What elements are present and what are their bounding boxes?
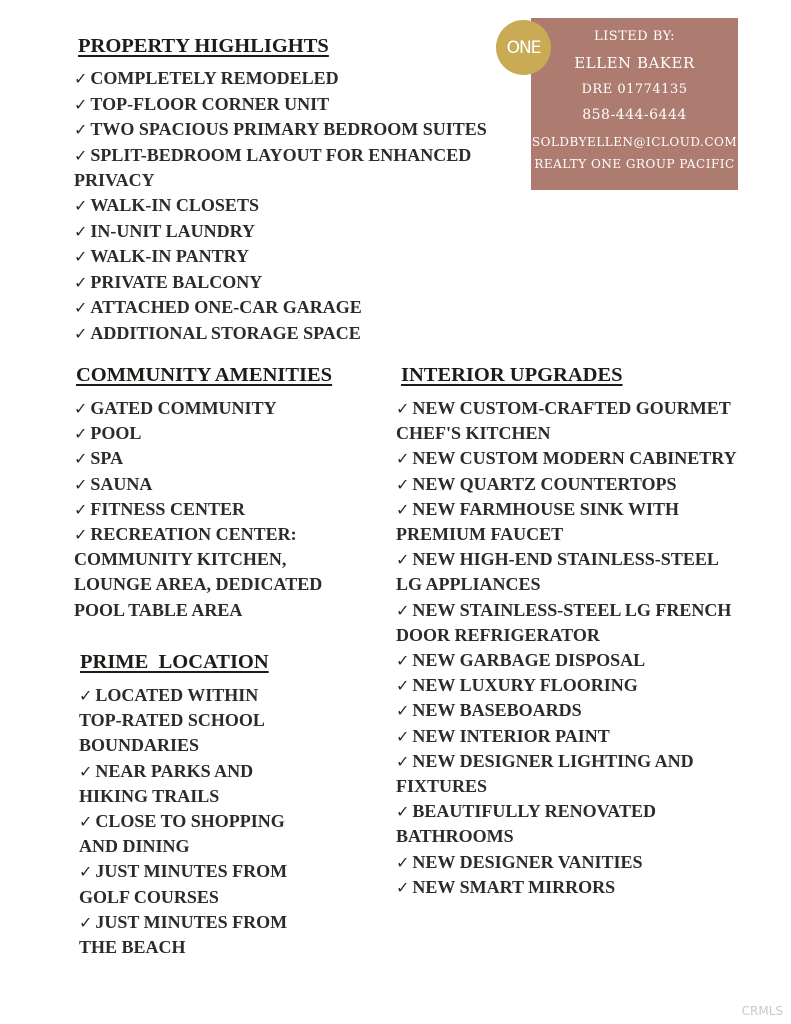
checklist-item-text: NEAR PARKS AND xyxy=(95,760,254,781)
checklist-item-text: RECREATION CENTER: xyxy=(90,524,297,545)
checklist-item xyxy=(396,547,776,597)
checklist-item xyxy=(396,648,776,673)
checklist-item-text: TOP-FLOOR CORNER UNIT xyxy=(90,93,330,114)
checklist-item xyxy=(396,598,776,648)
checklist-item-text: CHEF'S KITCHEN xyxy=(396,423,551,444)
checklist-item-text: PRIVACY xyxy=(74,170,155,191)
realty-one-logo-icon: ONE xyxy=(496,20,551,75)
checklist-item-text: WALK-IN PANTRY xyxy=(90,246,249,267)
checklist-item-text: NEW BASEBOARDS xyxy=(412,700,582,721)
checkmark-icon: ✓ xyxy=(396,449,410,469)
checklist-item-text: AND DINING xyxy=(79,836,190,857)
checklist-item xyxy=(396,799,776,849)
checkmark-icon: ✓ xyxy=(74,525,88,545)
checklist-item-text: NEW LUXURY FLOORING xyxy=(412,675,638,696)
interior-upgrades-section xyxy=(396,364,776,900)
checklist-item xyxy=(74,497,374,522)
prime-location-heading: PRIME LOCATION xyxy=(80,651,269,673)
checklist-item xyxy=(396,875,776,900)
checklist-item-text: TWO SPACIOUS PRIMARY BEDROOM SUITES xyxy=(90,119,487,140)
checklist-item-text: LOUNGE AREA, DEDICATED xyxy=(74,574,323,595)
checkmark-icon: ✓ xyxy=(396,802,410,822)
checkmark-icon: ✓ xyxy=(396,852,410,872)
checklist-item-text: PRIVATE BALCONY xyxy=(90,271,263,292)
checklist-item-text: NEW DESIGNER LIGHTING AND xyxy=(412,750,694,771)
checklist-item-text: BEAUTIFULLY RENOVATED xyxy=(412,801,656,822)
checkmark-icon: ✓ xyxy=(79,812,93,832)
prime-location-list xyxy=(79,683,379,960)
checkmark-icon: ✓ xyxy=(396,550,410,570)
checkmark-icon: ✓ xyxy=(79,862,93,882)
checklist-item xyxy=(396,850,776,875)
checklist-item xyxy=(74,472,374,497)
checklist-item xyxy=(396,396,776,446)
checklist-item-text: NEW CUSTOM-CRAFTED GOURMET xyxy=(412,398,731,418)
listing-agent-card xyxy=(531,18,738,190)
checklist-item-text: NEW GARBAGE DISPOSAL xyxy=(412,650,646,671)
checklist-item xyxy=(79,759,379,809)
checkmark-icon: ✓ xyxy=(396,651,410,671)
checklist-item xyxy=(74,421,374,446)
checklist-item xyxy=(74,244,514,270)
checkmark-icon: ✓ xyxy=(74,94,88,114)
checklist-item xyxy=(396,749,776,799)
checklist-item-text: GATED COMMUNITY xyxy=(90,398,277,418)
checkmark-icon: ✓ xyxy=(396,751,410,771)
checkmark-icon: ✓ xyxy=(74,399,88,418)
checklist-item xyxy=(74,270,514,296)
checklist-item-text: POOL xyxy=(90,423,142,444)
crmls-watermark: CRMLS xyxy=(741,1004,783,1018)
checklist-item xyxy=(74,219,514,245)
checklist-item-text: POOL TABLE AREA xyxy=(74,599,243,620)
checklist-item-text: HIKING TRAILS xyxy=(79,785,220,806)
checkmark-icon: ✓ xyxy=(396,474,410,494)
checkmark-icon: ✓ xyxy=(396,877,410,897)
checkmark-icon: ✓ xyxy=(74,323,88,343)
checkmark-icon: ✓ xyxy=(396,701,410,721)
checklist-item-text: FIXTURES xyxy=(396,776,488,797)
checklist-item-text: NEW SMART MIRRORS xyxy=(412,876,616,897)
prime-location-section xyxy=(79,651,379,960)
checkmark-icon: ✓ xyxy=(74,120,88,140)
community-amenities-section xyxy=(74,364,374,623)
checkmark-icon: ✓ xyxy=(74,145,88,165)
checklist-item xyxy=(74,396,374,421)
checklist-item xyxy=(79,859,379,909)
checklist-item xyxy=(396,497,776,547)
checklist-item-text: GOLF COURSES xyxy=(79,886,219,907)
checkmark-icon: ✓ xyxy=(74,499,88,519)
checkmark-icon: ✓ xyxy=(79,761,93,781)
checklist-item-text: DOOR REFRIGERATOR xyxy=(396,624,600,645)
checkmark-icon: ✓ xyxy=(74,247,88,267)
checklist-item-text: LG APPLIANCES xyxy=(396,574,541,595)
checklist-item xyxy=(396,446,776,471)
checkmark-icon: ✓ xyxy=(396,676,410,696)
checklist-item xyxy=(74,193,514,219)
checklist-item xyxy=(396,472,776,497)
property-highlights-heading: PROPERTY HIGHLIGHTS xyxy=(78,35,329,57)
property-highlights-list xyxy=(74,66,514,347)
checkmark-icon: ✓ xyxy=(74,272,88,292)
checkmark-icon: ✓ xyxy=(79,686,93,705)
checklist-item-text: NEW CUSTOM MODERN CABINETRY xyxy=(412,448,737,469)
checkmark-icon: ✓ xyxy=(396,600,410,620)
checkmark-icon: ✓ xyxy=(74,195,88,215)
checklist-item-text: SPLIT-BEDROOM LAYOUT FOR ENHANCED xyxy=(90,144,472,165)
checklist-item-text: NEW FARMHOUSE SINK WITH xyxy=(412,498,679,519)
interior-upgrades-list xyxy=(396,396,776,900)
checklist-item xyxy=(74,295,514,321)
checklist-item-text: CLOSE TO SHOPPING xyxy=(95,811,285,832)
checkmark-icon: ✓ xyxy=(74,69,88,88)
checklist-item-text: LOCATED WITHIN xyxy=(95,685,259,705)
checklist-item xyxy=(396,724,776,749)
checklist-item-text: SAUNA xyxy=(90,473,153,494)
checkmark-icon: ✓ xyxy=(74,221,88,241)
checklist-item-text: FITNESS CENTER xyxy=(90,498,245,519)
community-amenities-heading: COMMUNITY AMENITIES xyxy=(76,364,333,386)
checklist-item-text: ATTACHED ONE-CAR GARAGE xyxy=(90,297,362,318)
checklist-item xyxy=(74,446,374,471)
checkmark-icon: ✓ xyxy=(396,399,410,418)
checklist-item-text: NEW DESIGNER VANITIES xyxy=(412,851,643,872)
checkmark-icon: ✓ xyxy=(79,912,93,932)
checklist-item xyxy=(396,698,776,723)
checklist-item-text: NEW QUARTZ COUNTERTOPS xyxy=(412,473,677,494)
community-amenities-list xyxy=(74,396,374,623)
checklist-item xyxy=(74,66,514,92)
listed-by-label: LISTED BY: xyxy=(593,29,676,44)
checkmark-icon: ✓ xyxy=(396,726,410,746)
agent-email: SOLDBYELLEN@ICLOUD.COM xyxy=(531,135,738,149)
checklist-item-text: JUST MINUTES FROM xyxy=(95,861,288,882)
checklist-item-text: IN-UNIT LAUNDRY xyxy=(90,220,255,241)
checklist-item-text: THE BEACH xyxy=(79,937,186,958)
property-highlights-section xyxy=(74,35,514,347)
checklist-item xyxy=(74,321,514,347)
checklist-item-text: JUST MINUTES FROM xyxy=(95,911,288,932)
checkmark-icon: ✓ xyxy=(74,424,88,444)
checklist-item xyxy=(396,673,776,698)
checkmark-icon: ✓ xyxy=(74,474,88,494)
checklist-item xyxy=(74,117,514,143)
agent-phone: 858-444-6444 xyxy=(582,107,687,123)
checklist-item xyxy=(74,92,514,118)
checklist-item-text: NEW INTERIOR PAINT xyxy=(412,725,610,746)
agent-company: REALTY ONE GROUP PACIFIC xyxy=(534,157,735,171)
checklist-item-text: WALK-IN CLOSETS xyxy=(90,194,259,215)
checklist-item xyxy=(74,522,374,623)
checklist-item-text: ADDITIONAL STORAGE SPACE xyxy=(90,322,361,343)
checkmark-icon: ✓ xyxy=(74,298,88,318)
checklist-item-text: NEW HIGH-END STAINLESS-STEEL xyxy=(412,549,719,570)
checklist-item-text: SPA xyxy=(90,448,124,469)
checklist-item xyxy=(74,143,514,193)
checklist-item xyxy=(79,809,379,859)
checkmark-icon: ✓ xyxy=(396,499,410,519)
checkmark-icon: ✓ xyxy=(74,449,88,469)
checklist-item-text: TOP-RATED SCHOOL xyxy=(79,710,265,731)
checklist-item-text: NEW STAINLESS-STEEL LG FRENCH xyxy=(412,599,732,620)
checklist-item-text: BOUNDARIES xyxy=(79,735,200,756)
checklist-item xyxy=(79,683,379,759)
checklist-item-text: COMMUNITY KITCHEN, xyxy=(74,549,287,570)
checklist-item-text: COMPLETELY REMODELED xyxy=(90,68,339,88)
agent-dre-number: DRE 01774135 xyxy=(581,82,688,97)
interior-upgrades-heading: INTERIOR UPGRADES xyxy=(401,364,623,386)
checklist-item xyxy=(79,910,379,960)
agent-name: ELLEN BAKER xyxy=(574,54,695,72)
checklist-item-text: BATHROOMS xyxy=(396,826,514,847)
checklist-item-text: PREMIUM FAUCET xyxy=(396,524,564,545)
